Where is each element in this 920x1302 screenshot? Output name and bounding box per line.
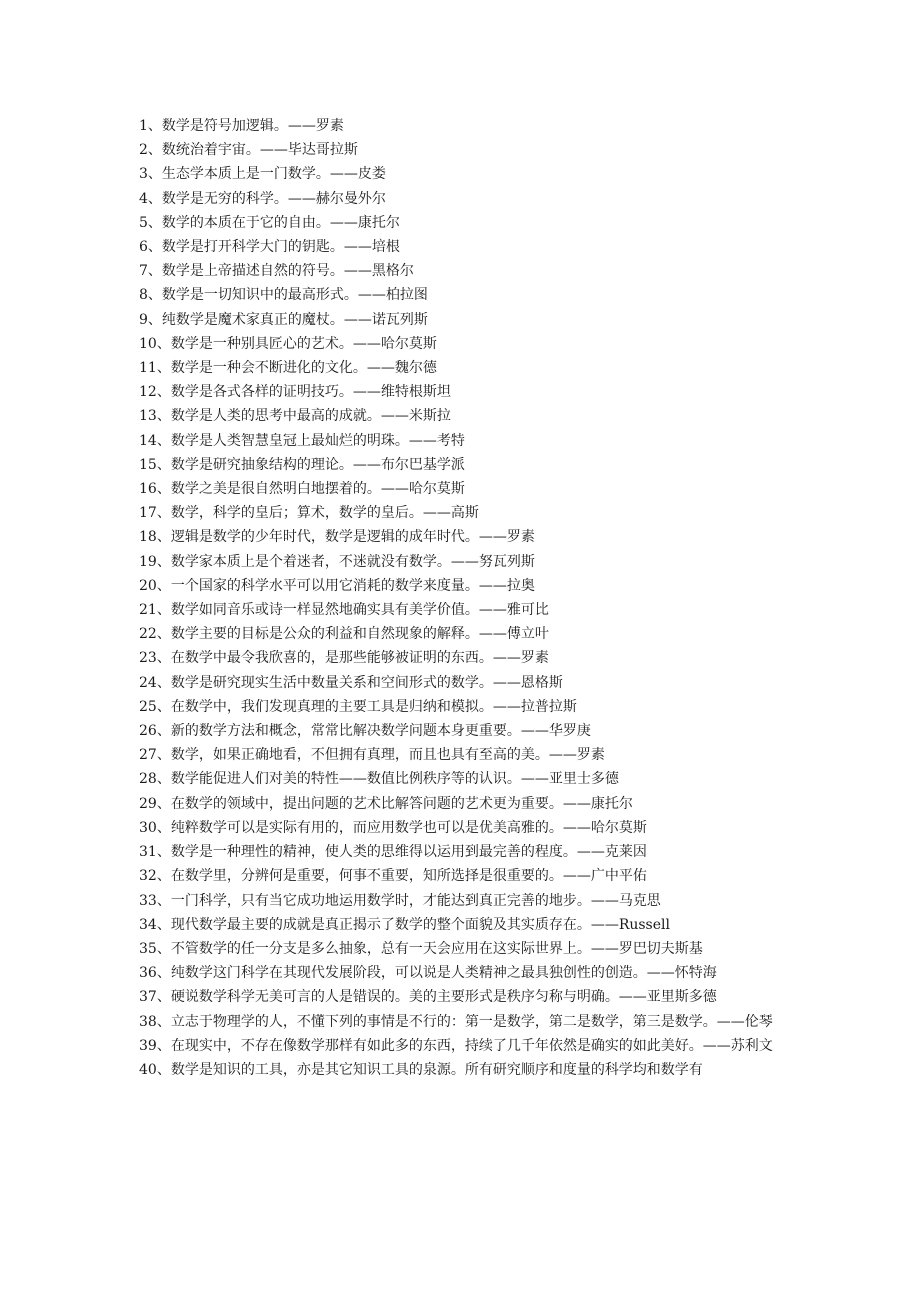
quote-line: 11、数学是一种会不断进化的文化。——魏尔德 xyxy=(139,360,437,377)
quote-line: 32、在数学里，分辨何是重要，何事不重要，知所选择是很重要的。——广中平佑 xyxy=(139,868,647,885)
quote-line: 33、一门科学，只有当它成功地运用数学时，才能达到真正完善的地步。——马克思 xyxy=(139,892,661,909)
quote-line: 31、数学是一种理性的精神，使人类的思维得以运用到最完善的程度。——克莱因 xyxy=(139,844,647,861)
quote-line: 3、生态学本质上是一门数学。——皮娄 xyxy=(139,166,386,183)
quote-line: 2、数统治着宇宙。——毕达哥拉斯 xyxy=(139,142,358,159)
quote-line: 30、纯粹数学可以是实际有用的，而应用数学也可以是优美高雅的。——哈尔莫斯 xyxy=(139,819,647,836)
quote-line: 5、数学的本质在于它的自由。——康托尔 xyxy=(139,214,400,231)
quote-line: 35、不管数学的任一分支是多么抽象，总有一天会应用在这实际世界上。——罗巴切夫斯基 xyxy=(139,940,703,957)
quote-line: 37、硬说数学科学无美可言的人是错误的。美的主要形式是秩序匀称与明确。——亚里斯多德 xyxy=(139,989,717,1006)
quote-line: 26、新的数学方法和概念，常常比解决数学问题本身更重要。——华罗庚 xyxy=(139,723,591,740)
quote-line: 36、纯数学这门科学在其现代发展阶段，可以说是人类精神之最具独创性的创造。——怀特海 xyxy=(139,965,717,982)
quote-line: 40、数学是知识的工具，亦是其它知识工具的泉源。所有研究顺序和度量的科学均和数学有 xyxy=(139,1061,703,1078)
quote-line: 25、在数学中，我们发现真理的主要工具是归纳和模拟。——拉普拉斯 xyxy=(139,698,577,715)
quote-line: 7、数学是上帝描述自然的符号。——黑格尔 xyxy=(139,263,414,280)
quote-line: 27、数学，如果正确地看，不但拥有真理，而且也具有至高的美。——罗素 xyxy=(139,747,605,764)
quote-line: 18、逻辑是数学的少年时代，数学是逻辑的成年时代。——罗素 xyxy=(139,529,535,546)
quote-line: 4、数学是无穷的科学。——赫尔曼外尔 xyxy=(139,190,386,207)
quote-line: 20、一个国家的科学水平可以用它消耗的数学来度量。——拉奥 xyxy=(139,577,535,594)
quote-line: 22、数学主要的目标是公众的利益和自然现象的解释。——傅立叶 xyxy=(139,626,549,643)
quote-line: 29、在数学的领域中，提出问题的艺术比解答问题的艺术更为重要。——康托尔 xyxy=(139,795,633,812)
quote-line: 15、数学是研究抽象结构的理论。——布尔巴基学派 xyxy=(139,456,465,473)
quote-line: 24、数学是研究现实生活中数量关系和空间形式的数学。——恩格斯 xyxy=(139,674,563,691)
quote-line: 14、数学是人类智慧皇冠上最灿烂的明珠。——考特 xyxy=(139,432,465,449)
quote-line: 6、数学是打开科学大门的钥匙。——培根 xyxy=(139,239,400,256)
quote-line: 10、数学是一种别具匠心的艺术。——哈尔莫斯 xyxy=(139,335,437,352)
quote-line: 12、数学是各式各样的证明技巧。——维特根斯坦 xyxy=(139,384,451,401)
quote-line: 38、立志于物理学的人，不懂下列的事情是不行的：第一是数学，第二是数学，第三是数学。——伦琴 xyxy=(139,1013,773,1030)
quote-line: 28、数学能促进人们对美的特性——数值比例秩序等的认识。——亚里士多德 xyxy=(139,771,619,788)
quote-line: 8、数学是一切知识中的最高形式。——柏拉图 xyxy=(139,287,428,304)
quote-line: 19、数学家本质上是个着迷者，不迷就没有数学。——努瓦列斯 xyxy=(139,553,535,570)
quote-line: 39、在现实中，不存在像数学那样有如此多的东西，持续了几千年依然是确实的如此美好。——苏利文 xyxy=(139,1037,773,1054)
quote-line: 13、数学是人类的思考中最高的成就。——米斯拉 xyxy=(139,408,451,425)
quote-line: 1、数学是符号加逻辑。——罗素 xyxy=(139,118,344,134)
quote-line: 21、数学如同音乐或诗一样显然地确实具有美学价值。——雅可比 xyxy=(139,602,549,619)
quote-line: 34、现代数学最主要的成就是真正揭示了数学的整个面貌及其实质存在。——Russell xyxy=(139,916,670,933)
quote-line: 17、数学，科学的皇后；算术，数学的皇后。——高斯 xyxy=(139,505,479,522)
quote-line: 16、数学之美是很自然明白地摆着的。——哈尔莫斯 xyxy=(139,481,465,498)
quote-line: 9、纯数学是魔术家真正的魔杖。——诺瓦列斯 xyxy=(139,311,428,328)
quote-line: 23、在数学中最令我欣喜的，是那些能够被证明的东西。——罗素 xyxy=(139,650,549,667)
quote-list xyxy=(139,114,789,1082)
